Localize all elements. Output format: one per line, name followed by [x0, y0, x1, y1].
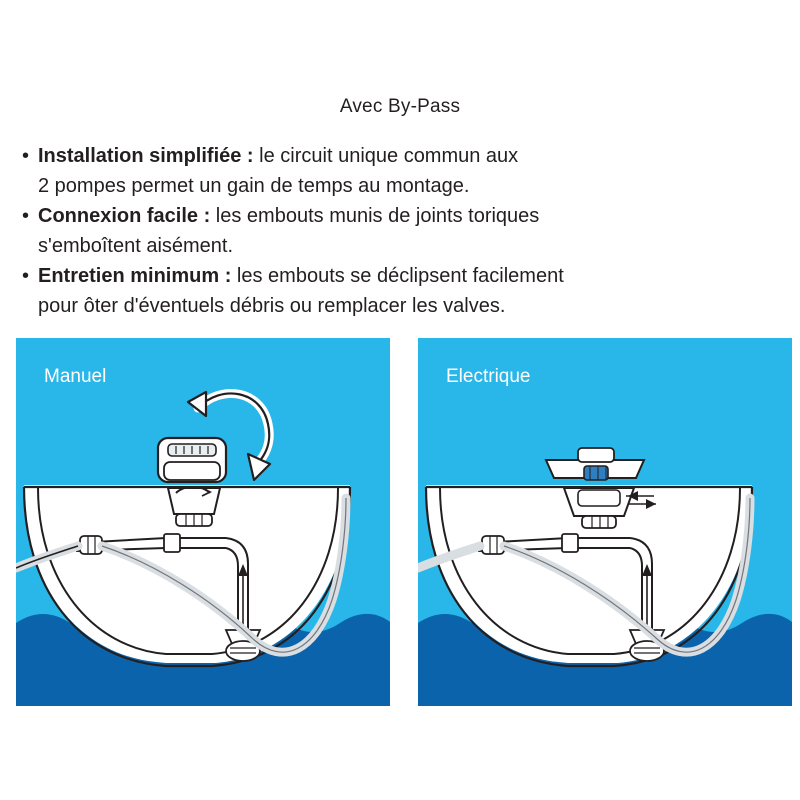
bullet-body: le circuit unique commun aux — [253, 145, 519, 167]
feature-bullet-list — [22, 142, 722, 322]
page-title: Avec By-Pass — [339, 96, 461, 117]
manual-bilge-pump-illustration — [16, 338, 390, 706]
bullet-body-line2: 2 pompes permet un gain de temps au montage. — [38, 175, 470, 197]
bullet-title: Installation simplifiée : — [38, 145, 254, 167]
electric-bilge-pump-illustration — [418, 338, 792, 706]
list-item — [22, 142, 722, 170]
bullet-body: les embouts munis de joints toriques — [210, 205, 540, 227]
pump-housing — [168, 487, 220, 526]
bullet-title: Entretien minimum : — [38, 265, 232, 287]
panel-label: Manuel — [44, 366, 107, 387]
bullet-body-line2: pour ôter d'éventuels débris ou remplacer les valves. — [38, 295, 506, 317]
panel-label: Electrique — [446, 366, 531, 387]
list-item — [22, 202, 722, 230]
list-item — [22, 262, 722, 290]
bullet-dot-icon: • — [22, 205, 30, 227]
panel-electrique — [418, 338, 792, 706]
bullet-title: Connexion facile : — [38, 205, 211, 227]
bullet-dot-icon: • — [22, 265, 30, 287]
electric-pump-head — [546, 448, 644, 480]
illustration-panels — [8, 338, 792, 708]
manual-pump-head — [158, 438, 226, 482]
panel-manuel — [16, 338, 390, 706]
bullet-body: les embouts se déclipsent facilement — [231, 265, 564, 287]
bullet-dot-icon: • — [22, 145, 30, 167]
bullet-body-line2: s'emboîtent aisément. — [38, 235, 234, 257]
